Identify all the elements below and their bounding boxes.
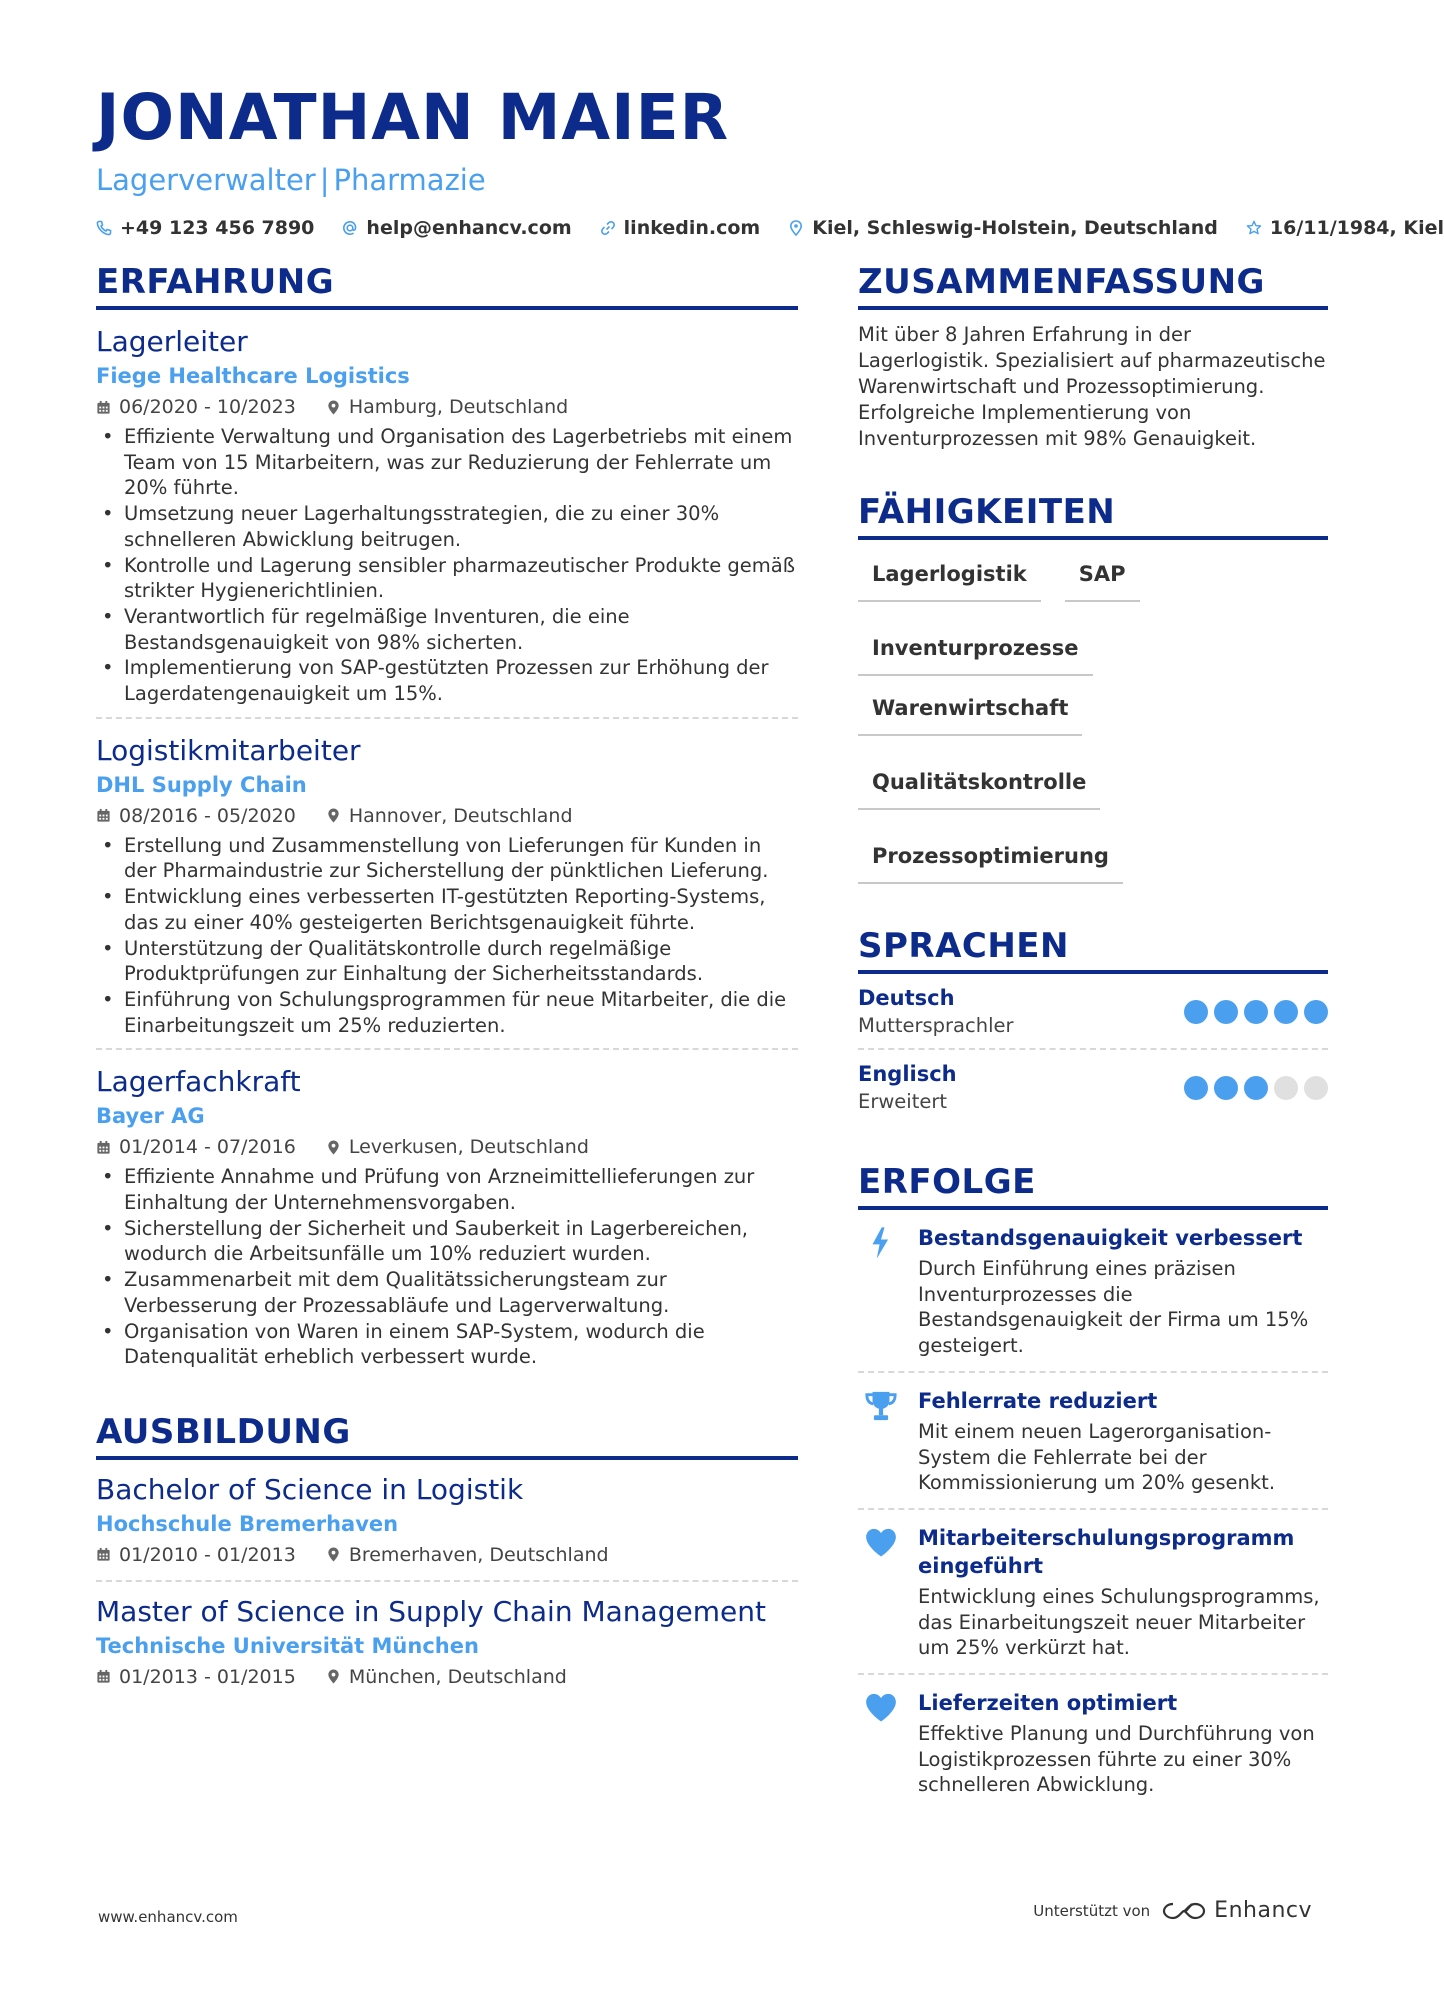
achievement-icon-wrap (858, 1689, 918, 1798)
achievement-icon-wrap (858, 1387, 918, 1496)
brand-logo (1162, 1898, 1312, 1923)
brand-name: Enhancv (1214, 1898, 1312, 1923)
link-icon (600, 220, 616, 236)
star-icon (1246, 220, 1262, 236)
language-name: Englisch (858, 1062, 957, 1086)
education-location (326, 1540, 609, 1570)
rating-dot (1244, 1076, 1268, 1100)
powered-by-label: Unterstützt von (1033, 1901, 1151, 1920)
education-location-text: München, Deutschland (348, 1665, 567, 1688)
job-title: Lagerleiter (96, 325, 248, 358)
achievements-heading: ERFOLGE (858, 1160, 1328, 1210)
rating-dot (1214, 1076, 1238, 1100)
experience-entry (96, 719, 798, 1051)
calendar-icon (96, 1547, 111, 1562)
job-dates (96, 392, 296, 422)
enhancv-logo-icon (1162, 1899, 1206, 1923)
skill-tag: Qualitätskontrolle (858, 764, 1100, 810)
job-title: Lagerfachkraft (96, 1065, 301, 1099)
rating-dot (1304, 1000, 1328, 1024)
candidate-title (96, 160, 1326, 200)
achievement-icon-wrap (858, 1224, 918, 1359)
achievement-body (918, 1224, 1328, 1359)
rating-dot (1184, 1076, 1208, 1100)
contact-location-text: Kiel, Schleswig-Holstein, Deutschland (812, 217, 1218, 239)
contact-phone-text: +49 123 456 7890 (120, 217, 315, 239)
job-bullets (96, 1164, 798, 1370)
language-rating (1184, 1000, 1328, 1024)
job-location (326, 392, 568, 422)
footer-powered-by[interactable] (1033, 1898, 1312, 1923)
location-pin-icon (326, 1547, 341, 1562)
contact-row (96, 214, 1444, 242)
job-bullet: • Effiziente Verwaltung und Organisation des Lagerbetriebs mit einem Team von 15 Mitarbeitern, was zur Reduzierung der Fehlerrate um 20% führte. (96, 424, 798, 501)
job-bullet: • Implementierung von SAP-gestützten Prozessen zur Erhöhung der Lagerdatengenauigkeit um 15%. (96, 655, 798, 706)
contact-linkedin-text: linkedin.com (623, 217, 761, 239)
phone-icon (96, 220, 112, 236)
rating-dot (1274, 1076, 1298, 1100)
contact-linkedin[interactable] (600, 214, 761, 242)
contact-email[interactable] (342, 214, 571, 242)
calendar-icon (96, 1669, 111, 1684)
contact-birth (1246, 214, 1444, 242)
location-pin-icon (788, 220, 804, 236)
job-bullet: • Kontrolle und Lagerung sensibler pharmazeutischer Produkte gemäß strikter Hygienerichtlinien. (96, 553, 798, 604)
language-level: Erweitert (858, 1090, 948, 1113)
footer-website[interactable]: www.enhancv.com (98, 1908, 238, 1926)
experience-entry (96, 310, 798, 719)
contact-phone[interactable] (96, 214, 314, 242)
education-section (96, 1410, 798, 1702)
calendar-icon (96, 808, 111, 823)
achievement-entry (858, 1210, 1328, 1373)
education-dates-text: 01/2010 - 01/2013 (119, 1543, 296, 1566)
language-level: Muttersprachler (858, 1014, 1014, 1037)
candidate-name: JONATHAN MAIER (96, 81, 730, 154)
job-location (326, 801, 573, 831)
education-dates (96, 1662, 296, 1692)
degree-title: Master of Science in Supply Chain Management (96, 1594, 766, 1628)
title-secondary: Pharmazie (333, 163, 486, 197)
job-bullet: • Effiziente Annahme und Prüfung von Arzneimittellieferungen zur Einhaltung der Unternehmensvorgaben. (96, 1164, 798, 1215)
achievement-text: Mit einem neuen Lagerorganisation-System die Fehlerrate bei der Kommissionierung um 20% gesenkt. (918, 1419, 1276, 1495)
at-icon (342, 220, 358, 236)
job-location-text: Hamburg, Deutschland (348, 396, 569, 418)
job-meta (96, 392, 798, 422)
summary-text: Mit über 8 Jahren Erfahrung in der Lagerlogistik. Spezialisiert auf pharmazeutische Warenwirtschaft und Prozessoptimierung. Erfolgreiche Implementierung von Inventurprozessen mit 98% Genauigkeit. (858, 323, 1326, 450)
rating-dot (1304, 1076, 1328, 1100)
job-bullet: • Sicherstellung der Sicherheit und Sauberkeit in Lagerbereichen, wodurch die Arbeitsunfälle um 10% reduziert wurden. (96, 1216, 798, 1267)
job-bullets (96, 424, 798, 707)
languages-heading: SPRACHEN (858, 924, 1328, 974)
school-name: Hochschule Bremerhaven (96, 1511, 399, 1536)
rating-dot (1274, 1000, 1298, 1024)
skill-tag: Inventurprozesse (858, 630, 1093, 676)
job-company: Bayer AG (96, 1104, 205, 1129)
rating-dot (1214, 1000, 1238, 1024)
education-meta (96, 1662, 798, 1692)
skills-list (858, 556, 1328, 884)
location-pin-icon (326, 1669, 341, 1684)
education-entry (96, 1460, 798, 1582)
left-column (96, 260, 798, 1702)
experience-section (96, 260, 798, 1380)
job-bullet: • Umsetzung neuer Lagerhaltungsstrategien, die zu einer 30% schnelleren Abwicklung beitrugen. (96, 501, 798, 552)
skills-heading: FÄHIGKEITEN (858, 490, 1328, 540)
contact-email-text: help@enhancv.com (366, 217, 572, 239)
location-pin-icon (326, 808, 341, 823)
achievement-text: Effektive Planung und Durchführung von Logistikprozessen führte zu einer 30% schnelleren Abwicklung. (918, 1722, 1315, 1797)
resume-header (96, 78, 1444, 242)
job-location-text: Hannover, Deutschland (348, 804, 573, 827)
skill-tag: Prozessoptimierung (858, 838, 1123, 884)
achievement-title: Mitarbeiterschulungsprogramm eingeführt (918, 1525, 1295, 1578)
job-bullet: • Verantwortlich für regelmäßige Inventuren, die eine Bestandsgenauigkeit von 98% sicherten. (96, 604, 798, 655)
job-bullet: • Unterstützung der Qualitätskontrolle durch regelmäßige Produktprüfungen zur Einhaltung der Sicherheitsstandards. (96, 936, 798, 987)
languages-section (858, 924, 1328, 1124)
achievement-title: Fehlerrate reduziert (918, 1388, 1158, 1413)
language-info (858, 984, 1014, 1040)
job-dates (96, 801, 296, 831)
skill-tag: Lagerlogistik (858, 556, 1041, 602)
education-dates-text: 01/2013 - 01/2015 (119, 1665, 296, 1688)
achievement-text: Durch Einführung eines präzisen Inventurprozesses die Bestandsgenauigkeit der Firma um 15% gesteigert. (918, 1257, 1309, 1358)
achievement-entry (858, 1675, 1328, 1810)
job-company: DHL Supply Chain (96, 772, 307, 797)
achievement-text: Entwicklung eines Schulungsprogramms, das Einarbeitungszeit neuer Mitarbeiter um 25% verkürzt hat. (918, 1584, 1320, 1660)
achievement-body (918, 1524, 1328, 1661)
job-dates-text: 06/2020 - 10/2023 (119, 396, 296, 418)
right-column (858, 260, 1328, 1810)
job-dates-text: 01/2014 - 07/2016 (119, 1136, 296, 1159)
education-dates (96, 1540, 296, 1570)
job-meta (96, 801, 798, 831)
skills-section (858, 490, 1328, 884)
job-bullet: • Zusammenarbeit mit dem Qualitätssicherungsteam zur Verbesserung der Prozessabläufe und Lagerverwaltung. (96, 1267, 798, 1318)
contact-location (788, 214, 1218, 242)
heart-icon (864, 1691, 898, 1725)
location-pin-icon (326, 400, 341, 415)
language-entry (858, 1050, 1328, 1124)
education-location-text: Bremerhaven, Deutschland (348, 1543, 609, 1566)
rating-dot (1244, 1000, 1268, 1024)
language-info (858, 1060, 957, 1116)
location-pin-icon (326, 1140, 341, 1155)
calendar-icon (96, 1140, 111, 1155)
skill-tag: SAP (1065, 556, 1140, 602)
degree-title: Bachelor of Science in Logistik (96, 1472, 524, 1506)
job-bullet: • Einführung von Schulungsprogrammen für neue Mitarbeiter, die die Einarbeitungszeit um 25% reduzierten. (96, 987, 798, 1038)
calendar-icon (96, 400, 111, 415)
summary-section (858, 260, 1328, 452)
heart-icon (864, 1526, 898, 1560)
language-name: Deutsch (858, 986, 955, 1010)
job-bullet: • Organisation von Waren in einem SAP-System, wodurch die Datenqualität erheblich verbessert wurde. (96, 1319, 798, 1370)
experience-heading: ERFAHRUNG (96, 260, 798, 310)
job-location-text: Leverkusen, Deutschland (348, 1136, 589, 1159)
education-location (326, 1662, 567, 1692)
language-entry (858, 974, 1328, 1050)
experience-entry (96, 1050, 798, 1380)
achievement-body (918, 1387, 1328, 1496)
contact-birth-text: 16/11/1984, Kiel (1269, 217, 1444, 239)
job-bullet: • Entwicklung eines verbesserten IT-gestützten Reporting-Systems, das zu einer 40% gesteigerten Berichtsgenauigkeit führte. (96, 884, 798, 935)
title-separator: | (319, 163, 330, 197)
job-bullets (96, 833, 798, 1039)
achievement-entry (858, 1510, 1328, 1675)
job-title: Logistikmitarbeiter (96, 733, 361, 767)
job-company: Fiege Healthcare Logistics (96, 364, 410, 388)
job-location (326, 1132, 589, 1162)
job-bullet: • Erstellung und Zusammenstellung von Lieferungen für Kunden in der Pharmaindustrie zur Sicherstellung der pünktlichen Lieferung. (96, 833, 798, 884)
summary-heading: ZUSAMMENFASSUNG (858, 260, 1328, 310)
achievements-section (858, 1160, 1328, 1810)
trophy-icon (864, 1389, 898, 1423)
language-rating (1184, 1076, 1328, 1100)
achievement-entry (858, 1373, 1328, 1510)
achievement-title: Lieferzeiten optimiert (918, 1691, 1178, 1716)
education-heading: AUSBILDUNG (96, 1410, 798, 1460)
job-dates-text: 08/2016 - 05/2020 (119, 804, 296, 827)
education-meta (96, 1540, 798, 1570)
title-primary: Lagerverwalter (96, 163, 316, 197)
skill-tag: Warenwirtschaft (858, 690, 1082, 736)
education-entry (96, 1582, 798, 1702)
achievement-icon-wrap (858, 1524, 918, 1661)
job-dates (96, 1132, 296, 1162)
rating-dot (1184, 1000, 1208, 1024)
school-name: Technische Universität München (96, 1633, 479, 1658)
job-meta (96, 1132, 798, 1162)
achievement-body (918, 1689, 1328, 1798)
lightning-icon (864, 1226, 898, 1260)
achievement-title: Bestandsgenauigkeit verbessert (918, 1226, 1303, 1250)
